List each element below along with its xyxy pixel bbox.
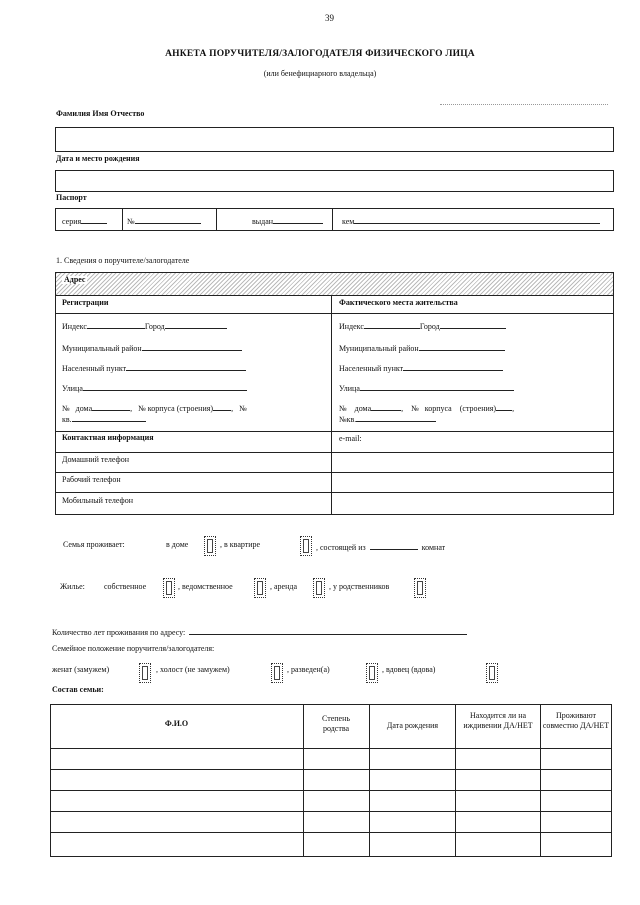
reg-house[interactable]: № дома , № корпуса (строения) , № bbox=[62, 404, 247, 413]
passport-series[interactable]: серия bbox=[62, 215, 107, 226]
home-phone-label: Домашний телефон bbox=[62, 455, 130, 464]
housing-rel-label: , у родственников bbox=[329, 582, 390, 591]
actual-street[interactable]: Улица bbox=[339, 382, 514, 393]
section1-title: 1. Сведения о поручителе/залогодателе bbox=[56, 256, 190, 265]
row-line bbox=[55, 431, 614, 432]
married-label: женат (замужем) bbox=[52, 665, 110, 674]
family-label: Состав семьи: bbox=[52, 685, 104, 694]
header-cohabit: Проживают совместно ДА/НЕТ bbox=[542, 711, 610, 730]
address-registration-header: Регистрации bbox=[62, 298, 109, 307]
header-fio: Ф.И.О bbox=[164, 719, 189, 728]
header-line bbox=[50, 748, 612, 749]
reg-index[interactable]: Индекс Город bbox=[62, 320, 227, 331]
reg-district[interactable]: Муниципальный район bbox=[62, 342, 242, 353]
actual-district[interactable]: Муниципальный район bbox=[339, 342, 505, 353]
table-row bbox=[50, 832, 612, 833]
divorced-label: , разведен(а) bbox=[287, 665, 330, 674]
fio-label: Фамилия Имя Отчество bbox=[56, 109, 145, 118]
mobile-phone-label: Мобильный телефон bbox=[62, 496, 133, 505]
single-label: , холост (не замужем) bbox=[156, 665, 230, 674]
widowed-checkbox[interactable] bbox=[486, 663, 498, 683]
lives-house-checkbox[interactable] bbox=[204, 536, 216, 556]
passport-divider bbox=[122, 208, 123, 231]
row-line bbox=[55, 295, 614, 296]
passport-number[interactable]: № bbox=[127, 215, 201, 226]
contacts-label: Контактная информация bbox=[62, 433, 154, 442]
work-phone-label: Рабочий телефон bbox=[62, 475, 121, 484]
lives-house-label: в доме bbox=[166, 540, 189, 549]
housing-label: Жилье: bbox=[60, 582, 85, 591]
housing-dept-label: , ведомственное bbox=[178, 582, 233, 591]
email-label: e-mail: bbox=[339, 434, 362, 443]
address-actual-header: Фактического места жительства bbox=[339, 298, 458, 307]
header-relation: Степень родства bbox=[321, 714, 351, 734]
years-field[interactable]: Количество лет проживания по адресу: bbox=[52, 626, 467, 637]
col-divider bbox=[455, 704, 456, 857]
reg-settlement[interactable]: Населенный пункт bbox=[62, 362, 246, 373]
marital-label: Семейное положение поручителя/залогодателя: bbox=[52, 644, 215, 653]
housing-dept-checkbox[interactable] bbox=[254, 578, 266, 598]
header-birthdate: Дата рождения bbox=[386, 721, 439, 730]
actual-index[interactable]: Индекс Город bbox=[339, 320, 506, 331]
table-row bbox=[50, 811, 612, 812]
actual-house[interactable]: № дома , № корпуса (строения) , bbox=[339, 404, 515, 413]
married-checkbox[interactable] bbox=[139, 663, 151, 683]
row-line bbox=[55, 452, 614, 453]
header-dependent: Находится ли на иждивении ДА/НЕТ bbox=[463, 711, 533, 730]
passport-issued-by[interactable]: кем bbox=[342, 215, 600, 226]
fio-field[interactable] bbox=[55, 127, 614, 152]
row-line bbox=[55, 313, 614, 314]
housing-rel-checkbox[interactable] bbox=[414, 578, 426, 598]
row-line bbox=[55, 492, 614, 493]
housing-rent-checkbox[interactable] bbox=[313, 578, 325, 598]
col-divider bbox=[540, 704, 541, 857]
actual-flat[interactable]: №кв. bbox=[339, 413, 436, 424]
single-checkbox[interactable] bbox=[271, 663, 283, 683]
address-label: Адрес bbox=[64, 275, 86, 284]
table-row bbox=[50, 790, 612, 791]
page-title: АНКЕТА ПОРУЧИТЕЛЯ/ЗАЛОГОДАТЕЛЯ ФИЗИЧЕСКОГО ЛИЦА bbox=[165, 49, 475, 59]
rooms-field[interactable]: , состоящей из комнат bbox=[316, 543, 446, 552]
birth-field[interactable] bbox=[55, 170, 614, 192]
housing-own-checkbox[interactable] bbox=[163, 578, 175, 598]
housing-rent-label: , аренда bbox=[270, 582, 298, 591]
page-number: 39 bbox=[325, 13, 334, 23]
widowed-label: , вдовец (вдова) bbox=[382, 665, 436, 674]
reg-flat[interactable]: кв. bbox=[62, 413, 146, 424]
passport-divider bbox=[332, 208, 333, 231]
page-subtitle: (или бенефициарного владельца) bbox=[263, 69, 377, 78]
table-row bbox=[50, 769, 612, 770]
row-line bbox=[55, 472, 614, 473]
family-lives-label: Семья проживает: bbox=[63, 540, 125, 549]
address-column-divider bbox=[331, 295, 332, 515]
passport-issued[interactable]: выдан bbox=[252, 215, 323, 226]
divorced-checkbox[interactable] bbox=[366, 663, 378, 683]
address-table bbox=[55, 272, 614, 515]
lives-flat-label: , в квартире bbox=[220, 540, 261, 549]
housing-own-label: собственное bbox=[104, 582, 147, 591]
lives-flat-checkbox[interactable] bbox=[300, 536, 312, 556]
birth-label: Дата и место рождения bbox=[56, 154, 140, 163]
address-header-bg bbox=[56, 273, 613, 295]
reg-street[interactable]: Улица bbox=[62, 382, 247, 393]
passport-label: Паспорт bbox=[56, 193, 87, 202]
actual-settlement[interactable]: Населенный пункт bbox=[339, 362, 503, 373]
col-divider bbox=[303, 704, 304, 857]
passport-divider bbox=[216, 208, 217, 231]
faint-dotted-line bbox=[440, 104, 608, 105]
